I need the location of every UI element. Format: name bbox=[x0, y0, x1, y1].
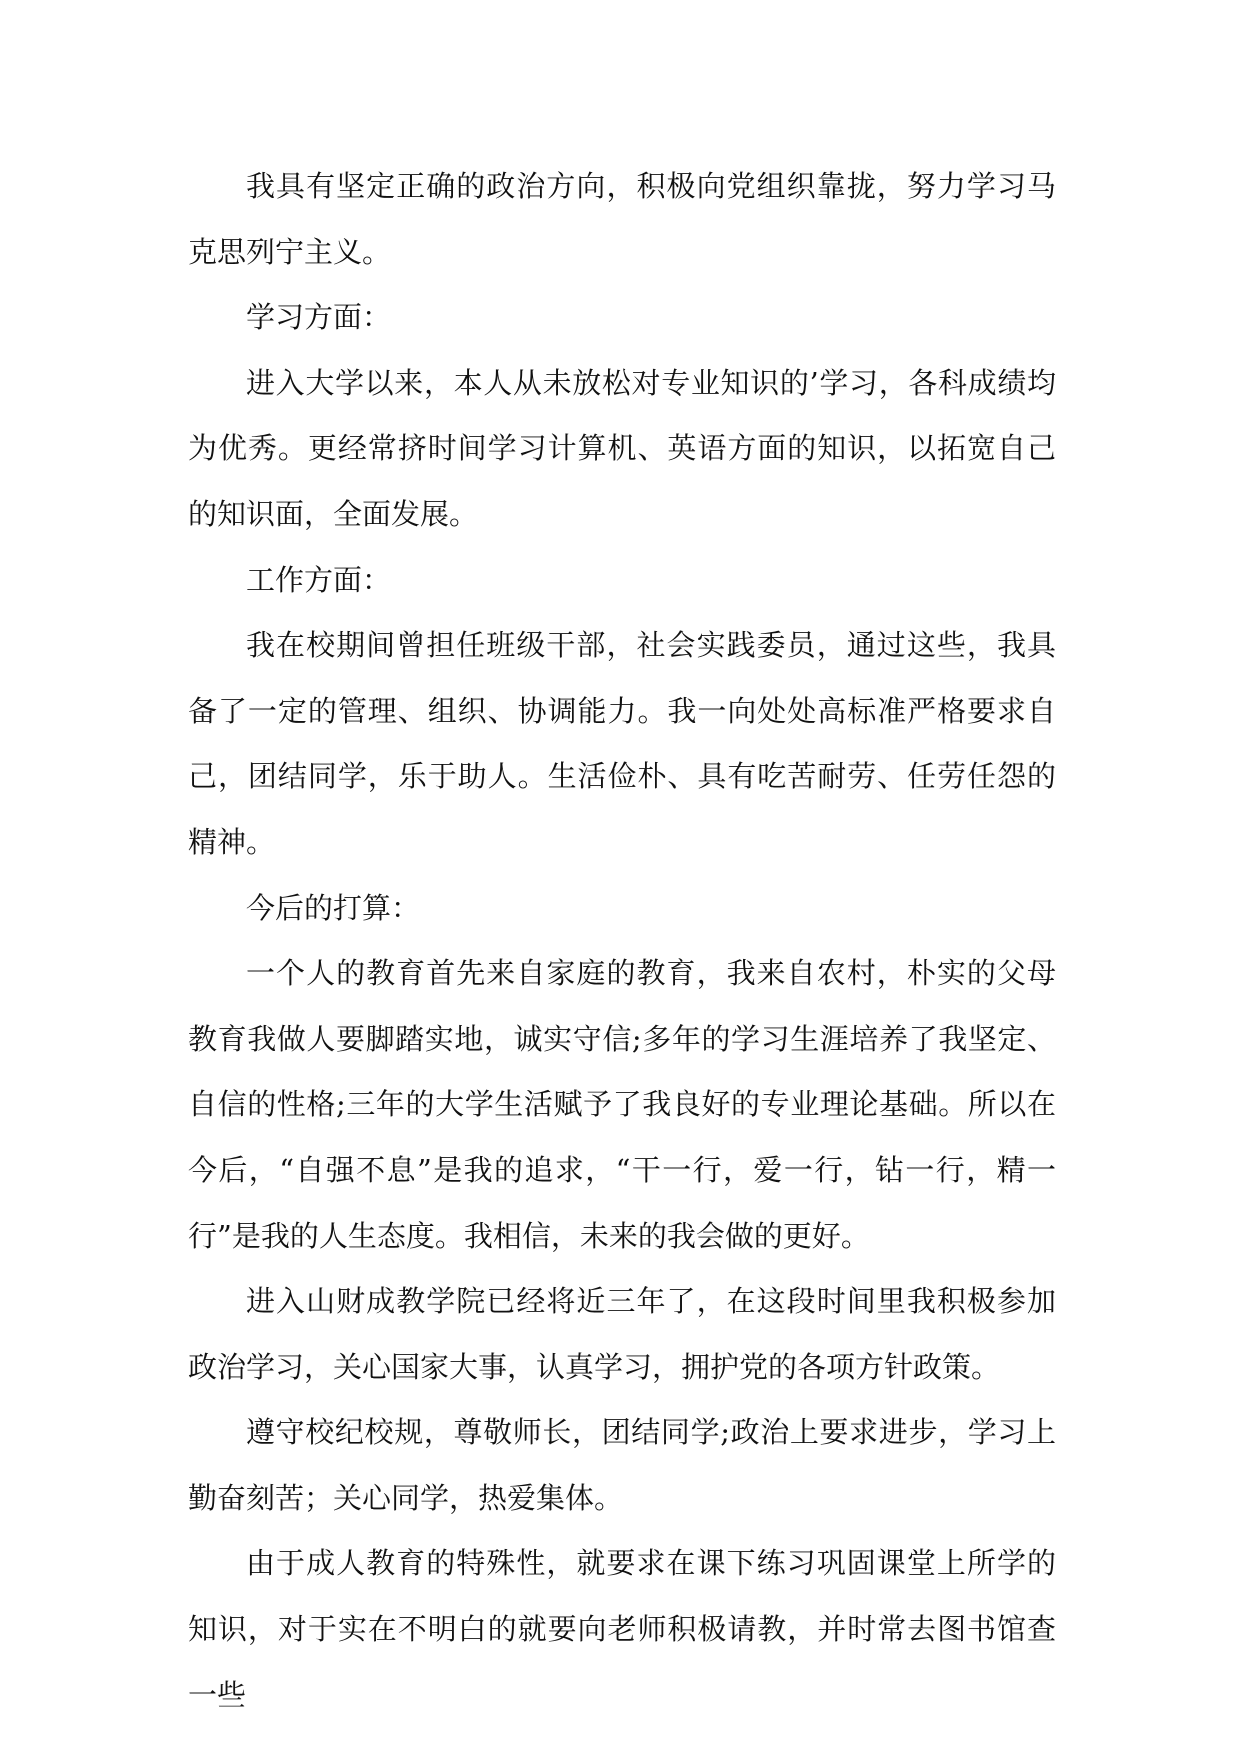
paragraph-college-years: 进入山财成教学院已经将近三年了，在这段时间里我积极参加政治学习，关心国家大事，认真学习，拥护党的各项方针政策。 bbox=[188, 1284, 1056, 1384]
document-body bbox=[188, 154, 1056, 1728]
heading-future-plans: 今后的打算： bbox=[246, 890, 421, 925]
paragraph-future-plans: 一个人的教育首先来自家庭的教育，我来自农村，朴实的父母教育我做人要脚踏实地，诚实守信;多年的学习生涯培养了我坚定、自信的性格;三年的大学生活赋予了我良好的专业理论基础。所以在今后，“自强不息”是我的追求，“干一行，爱一行，钻一行，精一行”是我的人生态度。我相信，未来的我会做的更好。 bbox=[188, 956, 1056, 1253]
heading-study: 学习方面： bbox=[246, 300, 392, 335]
paragraph-study: 进入大学以来，本人从未放松对专业知识的’学习，各科成绩均为优秀。更经常挤时间学习计算机、英语方面的知识，以拓宽自己的知识面，全面发展。 bbox=[188, 365, 1056, 531]
paragraph-work: 我在校期间曾担任班级干部，社会实践委员，通过这些，我具备了一定的管理、组织、协调能力。我一向处处高标准严格要求自己，团结同学，乐于助人。生活俭朴、具有吃苦耐劳、任劳任怨的精神。 bbox=[188, 628, 1056, 859]
heading-work: 工作方面： bbox=[246, 562, 392, 597]
paragraph-political-direction: 我具有坚定正确的政治方向，积极向党组织靠拢，努力学习马克思列宁主义。 bbox=[188, 169, 1056, 269]
paragraph-discipline: 遵守校纪校规，尊敬师长，团结同学;政治上要求进步，学习上勤奋刻苦；关心同学，热爱集体。 bbox=[188, 1415, 1056, 1515]
paragraph-adult-education: 由于成人教育的特殊性，就要求在课下练习巩固课堂上所学的知识，对于实在不明白的就要向老师积极请教，并时常去图书馆查一些 bbox=[188, 1546, 1056, 1712]
